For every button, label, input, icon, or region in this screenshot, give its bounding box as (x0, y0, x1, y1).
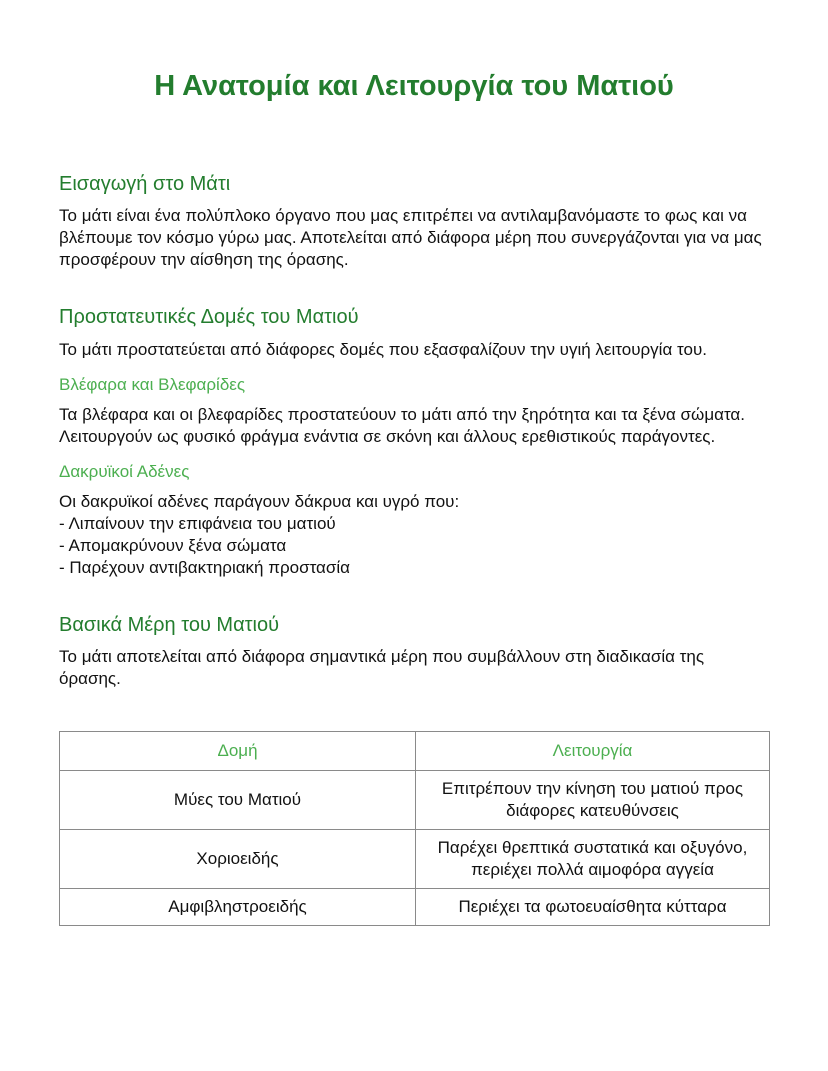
tear-glands-list (59, 491, 769, 579)
list-item: - Λιπαίνουν την επιφάνεια του ματιού (59, 514, 336, 533)
tear-glands-intro: Οι δακρυϊκοί αδένες παράγουν δάκρυα και υγρό που: (59, 492, 460, 511)
table-header-function: Λειτουργία (416, 732, 770, 771)
table-row (60, 830, 770, 889)
list-item: - Απομακρύνουν ξένα σώματα (59, 536, 287, 555)
table-row (60, 889, 770, 926)
table-cell-function: Παρέχει θρεπτικά συστατικά και οξυγόνο, περιέχει πολλά αιμοφόρα αγγεία (416, 830, 770, 889)
subheading-eyelids: Βλέφαρα και Βλεφαρίδες (59, 375, 246, 394)
paragraph-intro: Το μάτι είναι ένα πολύπλοκο όργανο που μας επιτρέπει να αντιλαμβανόμαστε το φως και να βλέπουμε τον κόσμο γύρω μας. Αποτελείται από διάφορα μέρη που συνεργάζονται για να μας προσφέρουν την αίσθηση της όρασης. (59, 206, 762, 269)
table-header-structure: Δομή (60, 732, 416, 771)
paragraph-protective: Το μάτι προστατεύεται από διάφορες δομές που εξασφαλίζουν την υγιή λειτουργία του. (59, 340, 707, 359)
eye-structures-table (59, 731, 770, 926)
table-cell-structure: Αμφιβληστροειδής (60, 889, 416, 926)
table-cell-structure: Μύες του Ματιού (60, 771, 416, 830)
table-cell-structure: Χοριοειδής (60, 830, 416, 889)
table-header-row (60, 732, 770, 771)
subheading-tear-glands: Δακρυϊκοί Αδένες (59, 462, 190, 481)
table-row (60, 771, 770, 830)
page-title: Η Ανατομία και Λειτουργία του Ματιού (154, 70, 674, 102)
table-cell-function: Περιέχει τα φωτοευαίσθητα κύτταρα (416, 889, 770, 926)
paragraph-eyelids: Τα βλέφαρα και οι βλεφαρίδες προστατεύουν το μάτι από την ξηρότητα και τα ξένα σώματα. Λειτουργούν ως φυσικό φράγμα ενάντια σε σκόνη και άλλους ερεθιστικούς παράγοντες. (59, 405, 745, 446)
section-heading-parts: Βασικά Μέρη του Ματιού (59, 614, 280, 636)
section-heading-intro: Εισαγωγή στο Μάτι (59, 173, 231, 195)
paragraph-parts: Το μάτι αποτελείται από διάφορα σημαντικά μέρη που συμβάλλουν στη διαδικασία της όρασης. (59, 647, 705, 688)
section-heading-protective: Προστατευτικές Δομές του Ματιού (59, 306, 359, 328)
table-cell-function: Επιτρέπουν την κίνηση του ματιού προς διάφορες κατευθύνσεις (416, 771, 770, 830)
list-item: - Παρέχουν αντιβακτηριακή προστασία (59, 558, 350, 577)
